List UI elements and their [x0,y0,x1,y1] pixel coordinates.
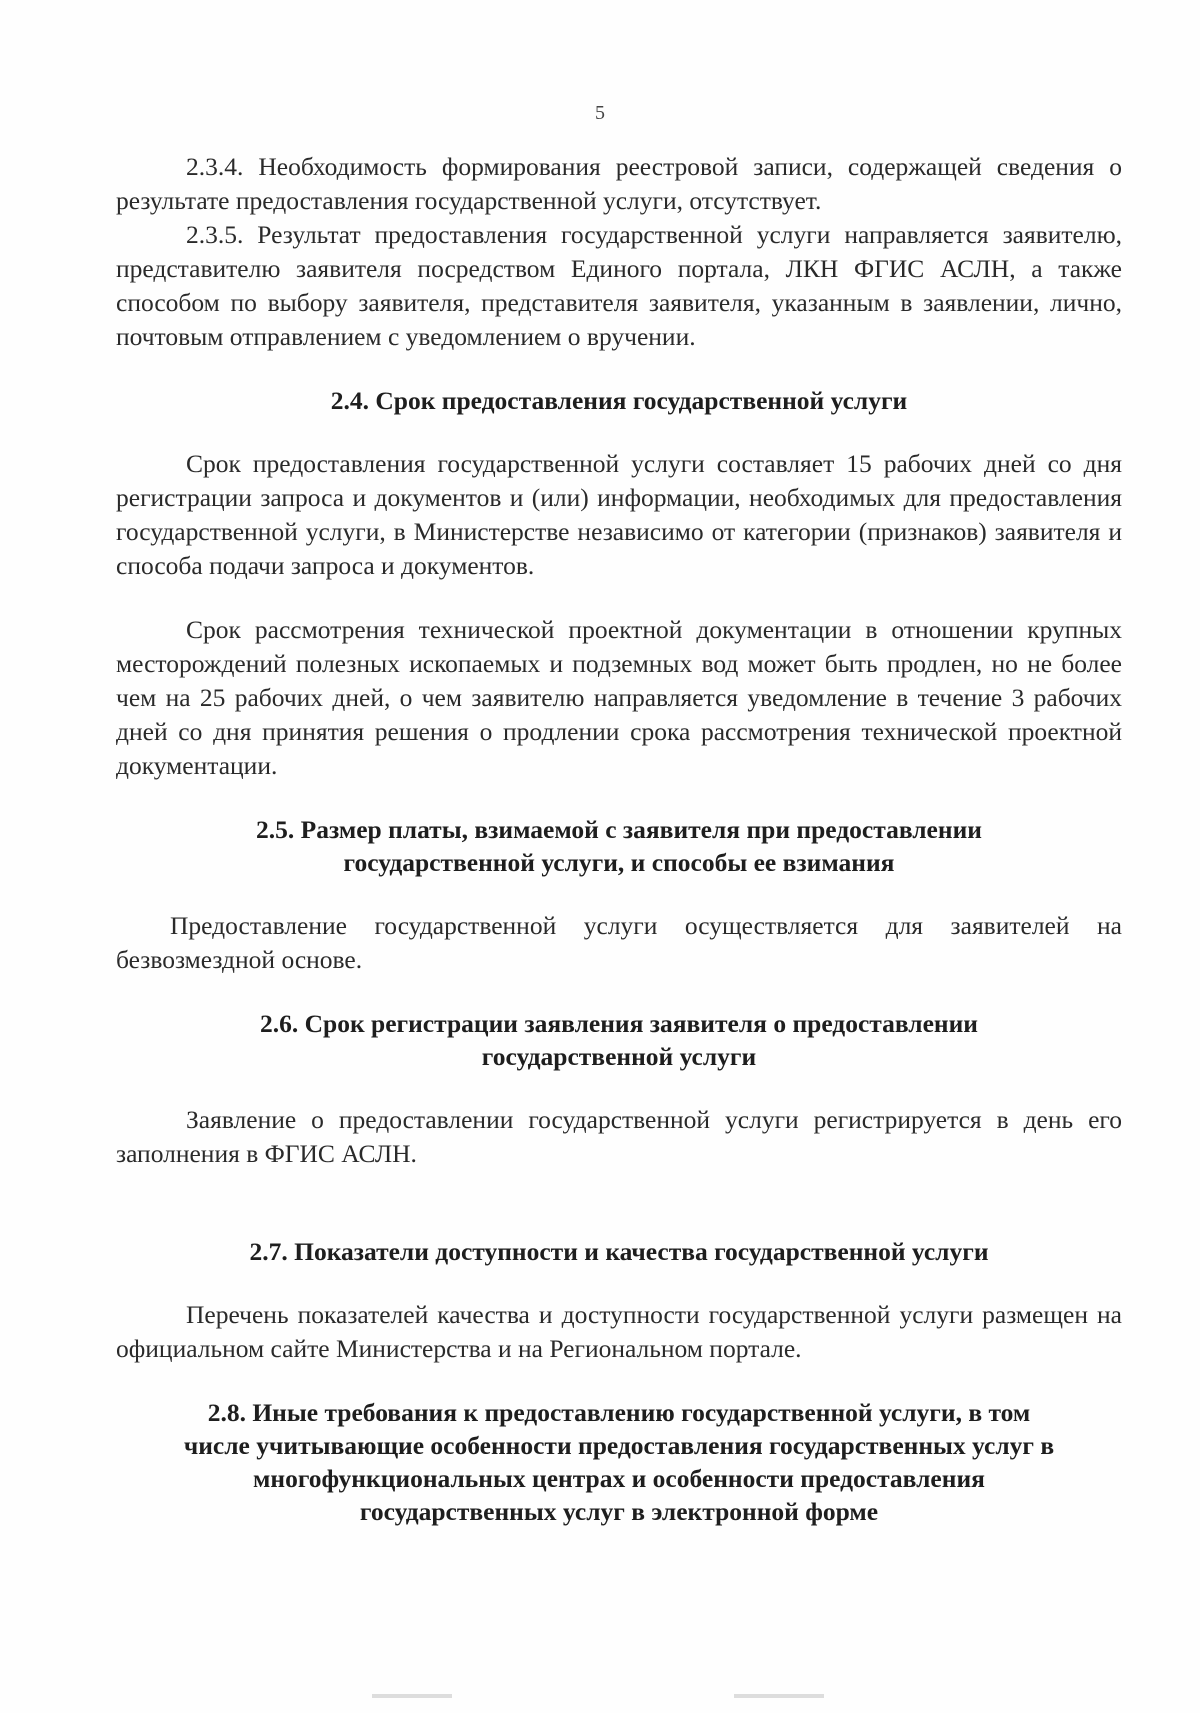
section-heading-2-6-line-2: государственной услуги [481,1042,757,1071]
section-2-5-paragraph-1: Предоставление государственной услуги осуществляется для заявителей на безвозмездной основе. [116,911,1122,974]
section-heading-2-5-line-2: государственной услуги, и способы ее взимания [343,848,895,877]
section-heading-2-8-line-2: числе учитывающие особенности предоставления государственных услуг в [183,1431,1055,1460]
section-2-4-paragraph-2: Срок рассмотрения технической проектной документации в отношении крупных месторождений полезных ископаемых и подземных вод может быть продлен, но не более чем на 25 рабочих дней, о чем заявителю направляется уведомление в течение 3 рабочих дней со дня принятия решения о продлении срока рассмотрения технической проектной документации. [116,615,1122,780]
section-heading-2-8-line-4: государственных услуг в электронной форме [359,1497,879,1526]
scan-artifact-mark [372,1694,452,1698]
section-heading-2-6 [116,1007,1122,1073]
section-heading-2-5-line-1: 2.5. Размер платы, взимаемой с заявителя при предоставлении [256,815,982,844]
scan-artifact-mark [734,1694,824,1698]
section-heading-2-6-line-1: 2.6. Срок регистрации заявления заявителя о предоставлении [259,1009,978,1038]
paragraph-2-3-4: 2.3.4. Необходимость формирования реестровой записи, содержащей сведения о результате предоставления государственной услуги, отсутствует. [116,152,1122,215]
section-2-7-paragraph-1: Перечень показателей качества и доступности государственной услуги размещен на официальном сайте Министерства и на Региональном портале. [116,1300,1122,1363]
section-2-6-paragraph-1: Заявление о предоставлении государственной услуги регистрируется в день его заполнения в ФГИС АСЛН. [116,1105,1122,1168]
section-2-4-paragraph-1: Срок предоставления государственной услуги составляет 15 рабочих дней со дня регистрации запроса и документов и (или) информации, необходимых для предоставления государственной услуги, в Министерстве независимо от категории (признаков) заявителя и способа подачи запроса и документов. [116,449,1122,580]
document-body [116,150,1122,1528]
section-heading-2-8 [116,1396,1122,1528]
section-heading-2-8-line-1: 2.8. Иные требования к предоставлению государственной услуги, в том [207,1398,1031,1427]
section-heading-2-4: 2.4. Срок предоставления государственной услуги [330,386,908,415]
page-number: 5 [595,102,605,124]
section-heading-2-7: 2.7. Показатели доступности и качества государственной услуги [249,1237,989,1266]
section-heading-2-8-line-3: многофункциональных центрах и особенности предоставления [253,1464,985,1493]
section-heading-2-5 [116,813,1122,879]
paragraph-2-3-5: 2.3.5. Результат предоставления государственной услуги направляется заявителю, представителю заявителя посредством Единого портала, ЛКН ФГИС АСЛН, а также способом по выбору заявителя, представителя заявителя, указанным в заявлении, лично, почтовым отправлением с уведомлением о вручении. [116,220,1122,351]
